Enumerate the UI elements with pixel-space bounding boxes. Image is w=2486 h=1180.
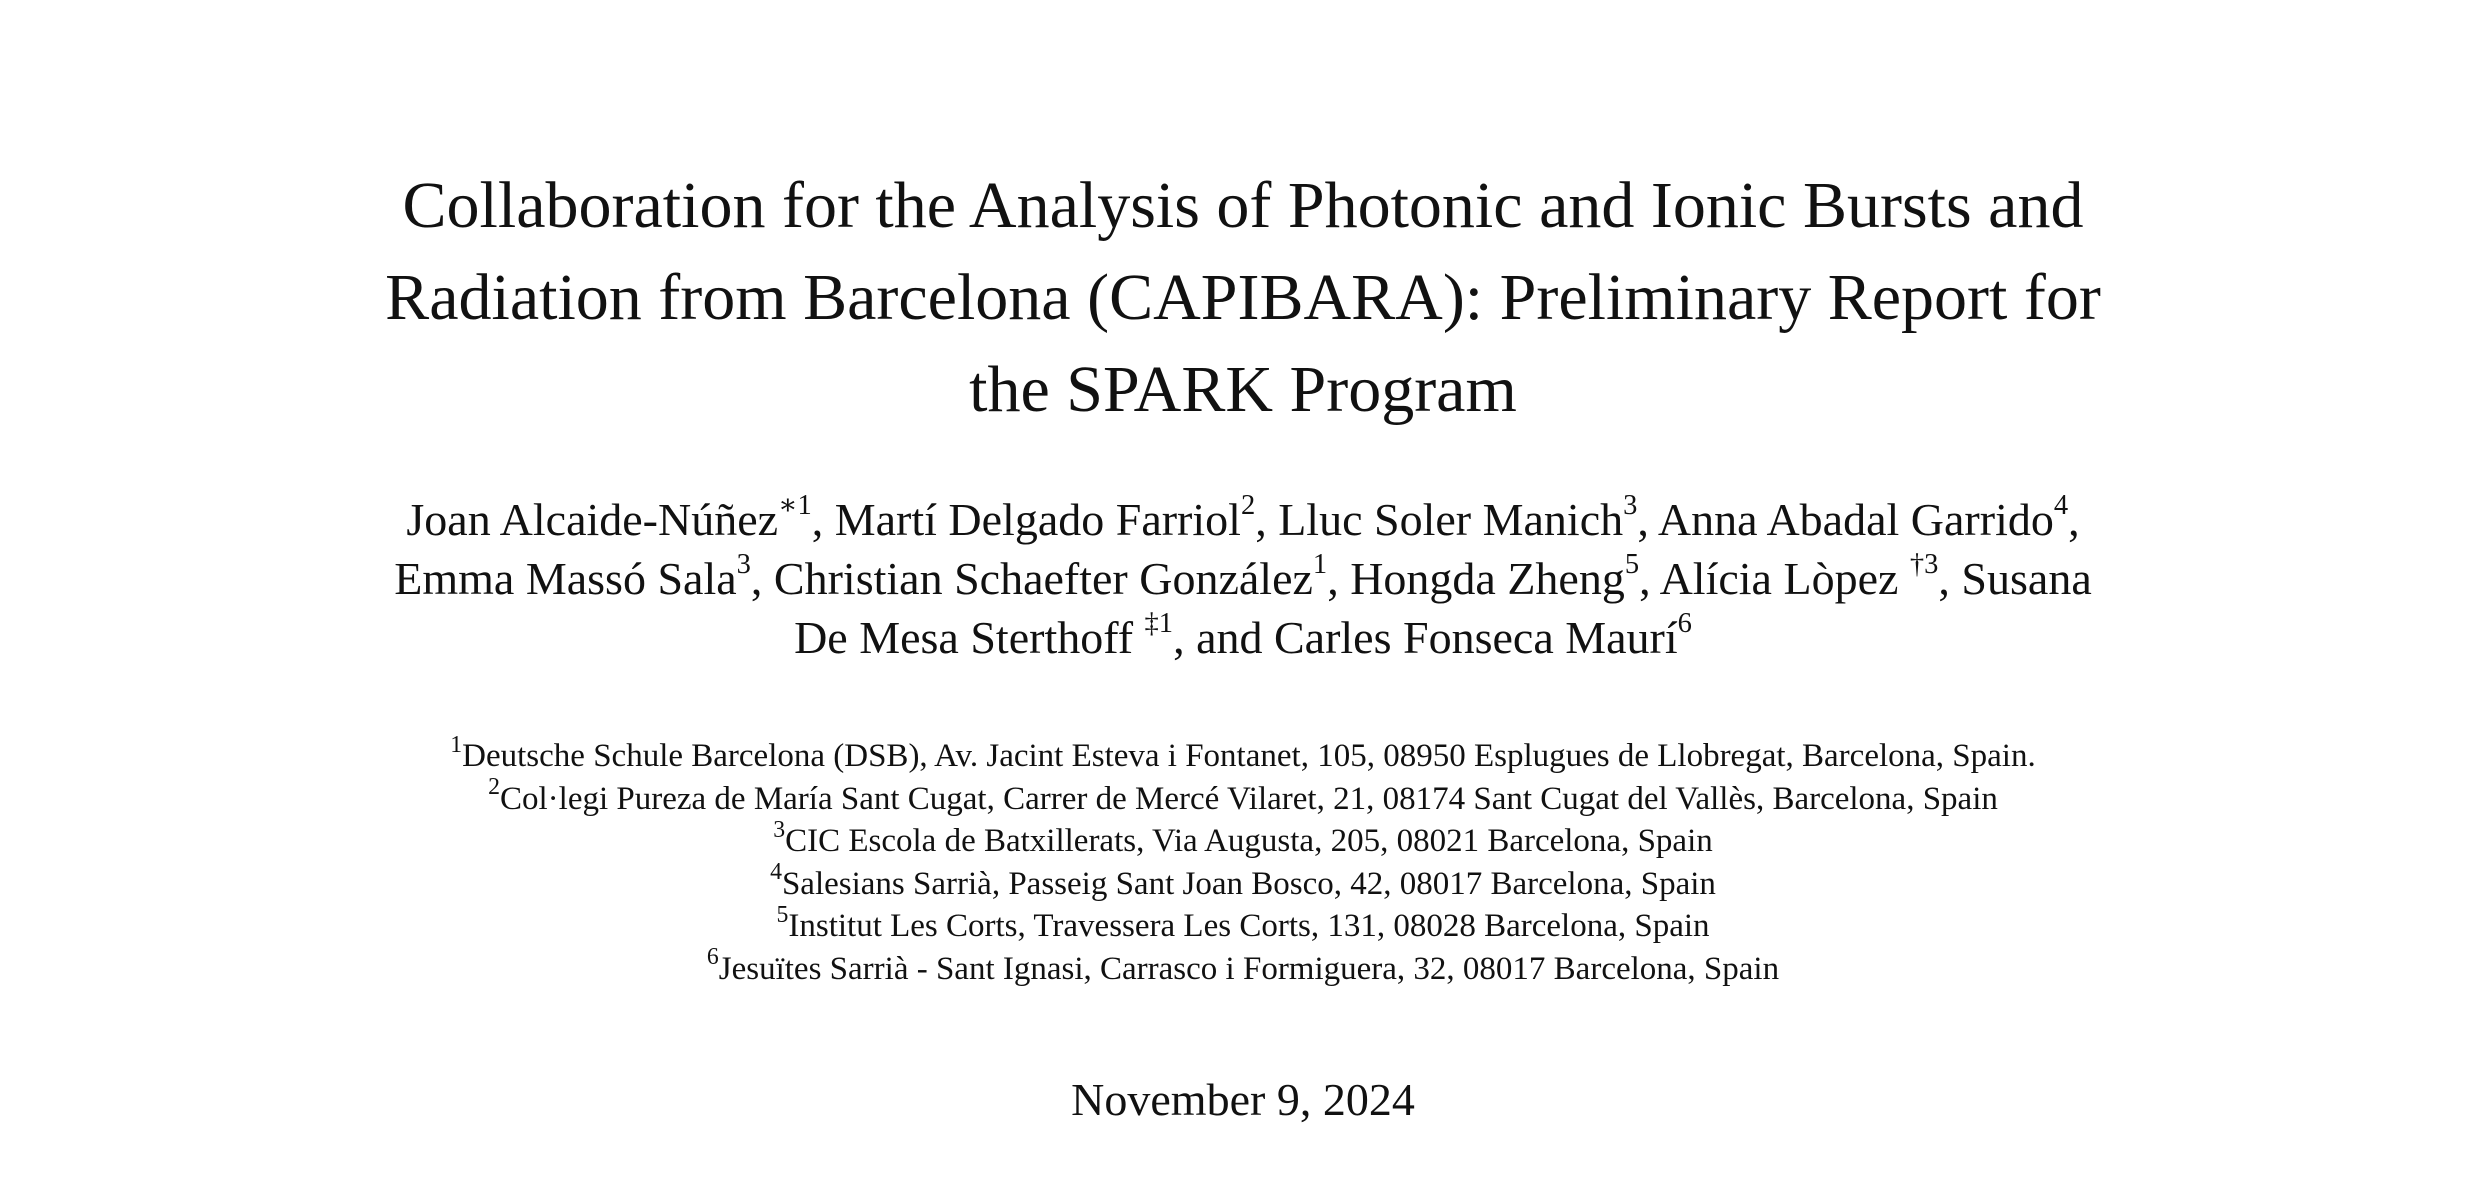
author-line-2 [0, 549, 2486, 608]
affiliation [0, 731, 2486, 778]
author-separator: , [750, 553, 774, 604]
author-separator: , [1637, 494, 1658, 545]
affiliation [0, 859, 2486, 906]
affiliation-text: Jesuïtes Sarrià - Sant Ignasi, Carrasco i Formiguera, 32, 08017 Barcelona, Spain [718, 950, 1780, 987]
paper-title [0, 160, 2486, 436]
author-mark: 3 [736, 549, 751, 581]
author-name: Anna Abadal Garrido [1657, 494, 2054, 545]
author-name: Joan Alcaide-Núñez [406, 494, 779, 545]
author-separator: , [811, 494, 835, 545]
author-mark: 4 [2053, 490, 2069, 522]
affiliation-text: Salesians Sarrià, Passeig Sant Joan Bosco, 42, 08017 Barcelona, Spain [781, 865, 1716, 902]
author-line-1 [0, 490, 2486, 549]
author-mark: ∗1 [778, 490, 812, 522]
author-name: Lluc Soler Manich [1278, 494, 1624, 545]
author-name: Martí Delgado Farriol [834, 494, 1241, 545]
title-line: Collaboration for the Analysis of Photonic and Ionic Bursts and [402, 169, 2084, 242]
affiliation-list [0, 731, 2486, 990]
publication-date: November 9, 2024 [1071, 1074, 1415, 1125]
affiliation-number: 1 [450, 731, 463, 758]
author-mark: 5 [1624, 549, 1640, 581]
affiliation-number: 6 [706, 944, 719, 971]
author-line-3 [0, 608, 2486, 667]
author-mark: ‡1 [1144, 608, 1174, 640]
affiliation-number: 3 [773, 816, 786, 843]
author-separator: , [1327, 553, 1351, 604]
author-list [0, 490, 2486, 667]
affiliation-number: 5 [776, 901, 789, 928]
author-name: Alícia Lòpez [1659, 553, 1910, 604]
affiliation [0, 816, 2486, 863]
affiliation-number: 4 [770, 859, 782, 886]
author-separator: , [1255, 494, 1279, 545]
author-mark: 3 [1623, 490, 1638, 522]
affiliation [0, 901, 2486, 948]
author-separator: , and [1173, 612, 1274, 663]
affiliation-text: Institut Les Corts, Travessera Les Corts, 131, 08028 Barcelona, Spain [788, 908, 1710, 944]
author-name: Emma Massó Sala [394, 553, 737, 604]
author-name: Hongda Zheng [1350, 553, 1625, 604]
affiliation-text: Deutsche Schule Barcelona (DSB), Av. Jacint Esteva i Fontanet, 105, 08950 Esplugues de Llobregat, Barcelona, Spain. [462, 738, 2036, 774]
affiliation [0, 944, 2486, 991]
author-name: De Mesa Sterthoff [794, 612, 1145, 663]
author-name: Carles Fonseca Maurí [1273, 612, 1678, 663]
affiliation [0, 774, 2486, 821]
author-separator: , Susana [1938, 553, 2092, 604]
author-name: Christian Schaefter González [773, 553, 1313, 604]
author-separator: , [1639, 553, 1660, 604]
affiliation-number: 2 [488, 774, 500, 801]
author-mark: †3 [1909, 549, 1939, 581]
author-mark: 6 [1677, 608, 1692, 640]
affiliation-text: CIC Escola de Batxillerats, Via Augusta, 205, 08021 Barcelona, Spain [785, 823, 1713, 859]
affiliation-text: Col·legi Pureza de María Sant Cugat, Carrer de Mercé Vilaret, 21, 08174 Sant Cugat del Vallès, Barcelona, Spain [499, 780, 1998, 817]
title-line: Radiation from Barcelona (CAPIBARA): Preliminary Report for [385, 261, 2101, 334]
author-separator: , [2068, 494, 2080, 545]
author-mark: 1 [1312, 549, 1328, 581]
title-line: the SPARK Program [969, 353, 1517, 426]
author-mark: 2 [1240, 490, 1256, 522]
